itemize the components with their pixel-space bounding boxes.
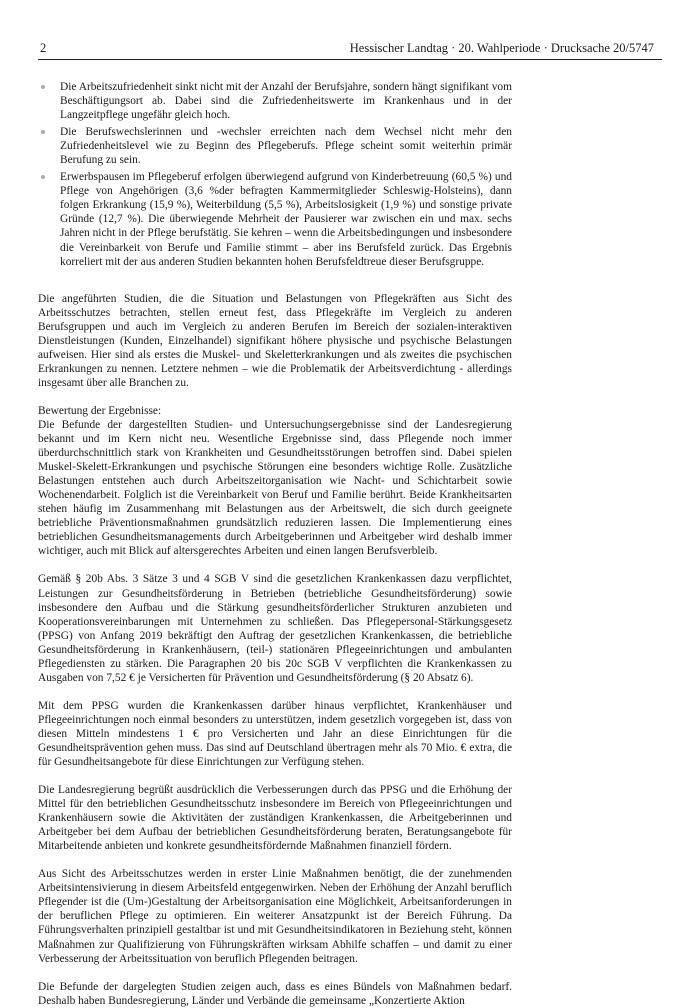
document-body xyxy=(38,80,512,1008)
bullet-dot-icon xyxy=(41,130,45,134)
bullet-dot-icon xyxy=(41,85,45,89)
list-item xyxy=(38,125,512,167)
page-header xyxy=(38,40,662,60)
spacer xyxy=(38,272,512,292)
list-item-text: Die Berufswechslerinnen und -wechsler erreichten nach dem Wechsel nicht mehr den Zufriedenheitslevel wie zu Beginn des Pflegeberufs. Pflege scheint somit weiterhin primär Berufung zu sein. xyxy=(60,126,512,167)
paragraph-work-safety: Aus Sicht des Arbeitsschutzes werden in erster Linie Maßnahmen benötigt, die der zunehmenden Arbeitsintensivierung in diesem Arbeitsfeld entgegenwirken. Neben der Erhöhung der Anzahl beruflich Pflegender ist die (Um-)Gestaltung der Arbeitsorganisation eine Möglichkeit, Arbeitsanforderungen in der beruflichen Pflege zu optimieren. Ein weiterer Ansatzpunkt ist der Bereich Führung. Da Führungsverhalten prinzipiell gestaltbar ist und mit Gesundheitsindikatoren in Beziehung steht, können Maßnahmen zur Qualifizierung von Führungskräften wirksam Abhilfe schaffen – und damit zu einer Verbesserung der Arbeitssituation von beruflich Pflegenden beitragen. xyxy=(38,868,512,965)
page-number: 2 xyxy=(40,41,47,55)
list-item xyxy=(38,80,512,122)
bullet-dot-icon xyxy=(41,175,45,179)
paragraph-findings: Die angeführten Studien, die die Situation und Belastungen von Pflegekräften aus Sicht des Arbeitsschutzes betrachten, stellen erneut fest, dass Pflegekräfte im Vergleich zu anderen Berufsgruppen und auch im Vergleich zu anderen Berufen im Bereich der sozialen-interaktiven Dienstleistungen (Kunden, Einzelhandel) signifikant höhere physische und psychische Belastungen aufweisen. Hier sind als erstes die Muskel- und Skeletterkrankungen und als zweites die psychischen Erkrankungen zu nennen. Letztere nehmen – wie die Problematik der Arbeitsverdichtung - allerdings insgesamt über alle Branchen zu. xyxy=(38,292,512,389)
paragraph-measures: Die Befunde der dargelegten Studien zeigen auch, dass es eines Bündels von Maßnahmen bedarf. Deshalb haben Bundesregierung, Länder und Verbände die gemeinsame „Konzertierte Aktion xyxy=(38,980,512,1007)
paragraph-government: Die Landesregierung begrüßt ausdrücklich die Verbesserungen durch das PPSG und die Erhöhung der Mittel für den betrieblichen Gesundheitsschutz insbesondere im Bereich von Pflegeeinrichtungen und Krankenhäusern sowie die Aktivitäten der zuständigen Krankenkassen, die Arbeitgeberinnen und Arbeitgeber bei dem Aufbau der betrieblichen Gesundheitsförderung beraten, Beratungsangebote für Mitarbeitende anbieten und konkrete gesundheitsfördernde Maßnahmen finanziell fördern. xyxy=(38,784,512,853)
paragraph-ppsg: Mit dem PPSG wurden die Krankenkassen darüber hinaus verpflichtet, Krankenhäuser und Pflegeeinrichtungen noch einmal besonders zu unterstützen, indem gesetzlich vorgegeben ist, dass von diesen Mitteln mindestens 1 € pro Versicherten und Jahr an diese Einrichtungen für die Gesundheitsprävention gehen muss. Das sind auf Deutschland übertragen mehr als 70 Mio. € extra, die für Gesundheitsangebote für diese Einrichtungen zur Verfügung stehen. xyxy=(38,699,512,769)
list-item-text: Die Arbeitszufriedenheit sinkt nicht mit der Anzahl der Berufsjahre, sondern hängt signifikant vom Beschäftigungsort ab. Dabei sind die Zufriedenheitswerte im Krankenhaus und in der Langzeitpflege ungefähr gleich hoch. xyxy=(60,81,512,122)
list-item xyxy=(38,170,512,268)
section-heading: Bewertung der Ergebnisse: xyxy=(38,404,162,417)
bullet-list xyxy=(38,80,512,269)
running-title: Hessischer Landtag · 20. Wahlperiode · Drucksache 20/5747 xyxy=(349,41,654,55)
list-item-text: Erwerbspausen im Pflegeberuf erfolgen überwiegend aufgrund von Kinderbetreuung (60,5 %) und Pflege von Angehörigen (3,6 %der befragten Kammermitglieder Schleswig-Holsteins), dann folgen Erkrankung (15,9 %), Weiterbildung (5,5 %), Arbeitslosigkeit (1,9 %) und sonstige private Gründe (12,7 %). Die überwiegende Mehrheit der Pausierer war zwischen ein und max. sechs Jahren nicht in der Pflege berufstätig. Sie kehren – wenn die Arbeitsbedingungen und insbesondere die Vereinbarkeit von Berufe und Familie stimmt – aber ins Berufsfeld zurück. Das Ergebnis korreliert mit der aus anderen Studien bekannten hohen Berufsfeldtreue dieser Berufsgruppe. xyxy=(60,171,512,268)
paragraph-sgb: Gemäß § 20b Abs. 3 Sätze 3 und 4 SGB V sind die gesetzlichen Krankenkassen dazu verpflichtet, Leistungen zur Gesundheitsförderung in Betrieben (betriebliche Gesundheitsförderung) sowie insbesondere den Aufbau und die Stärkung gesundheitsförderlicher Strukturen anzubieten und Kooperationsvereinbarungen mit Unternehmen zu schließen. Das Pflegepersonal-Stärkungsgesetz (PPSG) von Anfang 2019 bekräftigt den Auftrag der gesetzlichen Krankenkassen, die betriebliche Gesundheitsförderung in Krankenhäusern, (teil-) stationären Pflegeeinrichtungen und ambulanten Pflegediensten zu stärken. Die Paragraphen 20 bis 20c SGB V verpflichten die Krankenkassen zu Ausgaben von 7,52 € je Versicherten für Prävention und Gesundheitsförderung (§ 20 Absatz 6). xyxy=(38,573,512,684)
paragraph-evaluation: Die Befunde der dargestellten Studien- und Untersuchungsergebnisse sind der Landesregierung bekannt und im Kern nicht neu. Wesentliche Ergebnisse sind, dass Pflegende noch immer überdurchschnittlich stark von Krankheiten und Gesundheitsstörungen betroffen sind. Dabei spielen Muskel-Skelett-Erkrankungen und psychische Störungen eine besonders wichtige Rolle. Zusätzliche Belastungen entstehen auch durch Arbeitszeitorganisation wie Nacht- und Schichtarbeit sowie Wochenendarbeit. Folglich ist die Vereinbarkeit von Beruf und Familie berührt. Beide Krankheitsarten stehen häufig im Zusammenhang mit Belastungen aus der Arbeitswelt, die sich durch geeignete betriebliche Präventionsmaßnahmen grundsätzlich reduzieren lassen. Die Implementierung eines betrieblichen Gesundheitsmanagements durch Arbeitgeberinnen und Arbeitgeber wird deshalb immer wichtiger, auch mit Blick auf altersgerechtes Arbeiten und einen langen Berufsverbleib. xyxy=(38,418,512,558)
